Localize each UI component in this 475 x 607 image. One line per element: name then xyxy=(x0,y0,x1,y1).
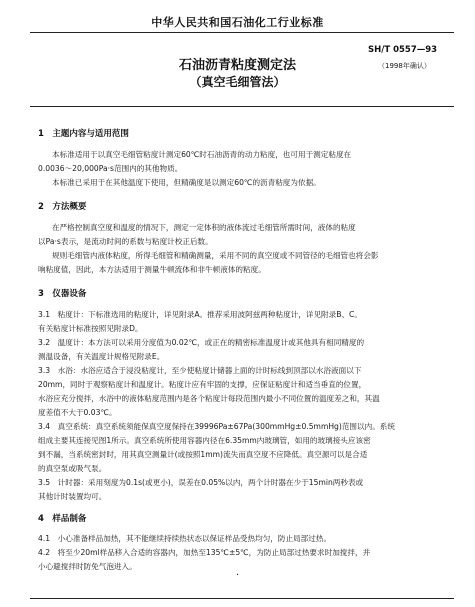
section-text-line: 响粘度值，因此，本方法适用于测量牛顿流体和非牛顿液体的粘度。 xyxy=(38,265,266,274)
section-text-line: 在严格控制真空度和温度的情况下，测定一定体积的液体流过毛细管所需时间，液体的粘度 xyxy=(52,223,356,232)
standard-number: SH/T 0557—93 xyxy=(368,45,438,55)
page-marker: · xyxy=(236,570,240,581)
section-text-line: 组成主要其连接见图1所示。真空系统所使用容器内径在6.35mm内玻璃管，如用的玻璃接头应该密 xyxy=(38,436,371,445)
section-text-line: 测温设备，有关温度计规格见附录E。 xyxy=(38,352,165,361)
section-text-line: 水浴应充分搅拌，水浴中的液体粘度范围内是各个粘度计每段范围内最小不同位置的温度差之和，其温 xyxy=(38,394,380,403)
section-heading-scope: 1 主题内容与适用范围 xyxy=(38,129,129,139)
section-text-line: 度差值不大于0.03℃。 xyxy=(38,408,117,417)
section-text-line: 20mm，同时于观察粘度计和温度计。粘度计应有牢固的支撑，应保证粘度计和适当垂直的位置， xyxy=(38,380,367,389)
section-text-line: 的真空泵或吸气泵。 xyxy=(38,464,107,473)
section-text-line: 3.3 水浴：水浴应适合于浸没粘度计，至少使粘度计储器上面的计时标线到顶部以水浴液面以下 xyxy=(38,366,362,375)
title-rule xyxy=(30,106,454,107)
section-text-line: 0.0036～20,000Pa·s范围内的其他物质。 xyxy=(38,164,183,173)
section-text-line: 本标准适用于以真空毛细管粘度计测定60℃时石油沥青的动力粘度，也可用于测定粘度在 xyxy=(52,150,352,159)
section-heading-apparatus: 3 仪器设备 xyxy=(38,289,87,299)
document-subtitle: （真空毛细管法） xyxy=(189,75,286,89)
section-text-line: 规则毛细管内液体粘度，所得毛细管和精确测量，采用不同的真空度或不同管径的毛细管也将会影 xyxy=(52,251,379,260)
section-text-line: 到不漏，当系统密封时，用其真空测量计(或按照1mm)流失而真空度不应降低。真空源可以是合适 xyxy=(38,450,368,459)
section-text-line: 4.2 将至少20ml样品移入合适的容器内，加热至135℃±5℃，为防止局部过热要求时加搅拌，并 xyxy=(38,548,371,557)
section-text-line: 其他计时装置均可。 xyxy=(38,492,107,501)
document-title: 石油沥青粘度测定法 xyxy=(178,58,296,73)
section-heading-method: 2 方法概要 xyxy=(38,202,87,212)
section-text-line: 3.5 计时器：采用刻度为0.1s(或更小)，误差在0.05%以内，两个计时器在少于15min两秒表或 xyxy=(38,478,364,487)
header-rule xyxy=(30,32,454,33)
confirmation-note: （1998年确认） xyxy=(378,62,431,70)
footer-rule xyxy=(30,598,454,599)
section-text-line: 3.4 真空系统：真空系统须能保真空度保持在39996Pa±67Pa(300mmHg±0.5mmHg)范围以内。系统 xyxy=(38,422,395,431)
section-text-line: 3.1 粘度计：下标准选用的粘度计，详见附录A。推荐采用波阿兹两种粘度计，详见附录B、C。 xyxy=(38,310,362,319)
issuing-organization: 中华人民共和国石油化工行业标准 xyxy=(151,16,324,29)
section-text-line: 有关粘度计标准按照见附录D。 xyxy=(38,324,143,333)
section-heading-sample-prep: 4 样品制备 xyxy=(38,514,87,524)
section-text-line: 3.2 温度计：本方法可以采用分度值为0.02℃，或正在的精密标准温度计或其他具有相同精度的 xyxy=(38,338,365,347)
section-text-line: 本标准已采用于在其他温度下使用，但精确度是以测定60℃的沥青粘度为依据。 xyxy=(52,178,321,187)
section-text-line: 小心避搅拌时防免气泡进入。 xyxy=(38,562,137,571)
section-text-line: 以Pa·s表示，是流动时间的系数与粘度计校正后数。 xyxy=(38,237,213,246)
section-text-line: 4.1 小心准备样品加热，其不能继续持续热状态以保证样品受热均匀，防止局部过热。 xyxy=(38,534,332,543)
